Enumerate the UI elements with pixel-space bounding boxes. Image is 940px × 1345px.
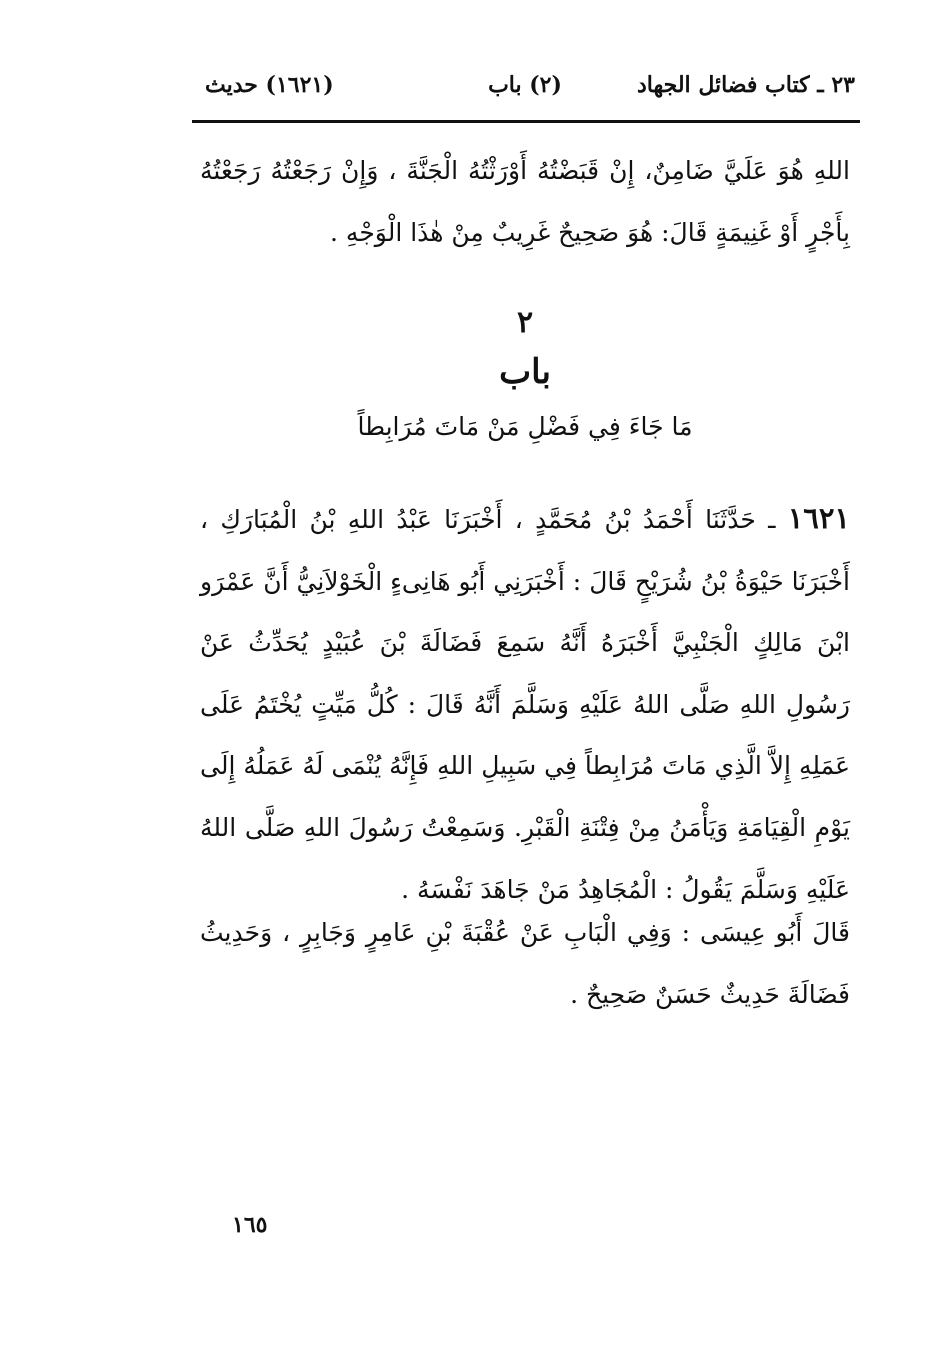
- continuation-paragraph: [200, 140, 850, 263]
- header-rule: [192, 120, 860, 123]
- running-header: [195, 72, 855, 112]
- hadith-number: ١٦٢١: [787, 501, 850, 535]
- header-hadith-ref: (١٦٢١) حديث: [205, 72, 334, 98]
- chapter-word: باب: [499, 352, 551, 392]
- header-section: (٢) باب: [488, 72, 562, 98]
- hadith-text: ـ حَدَّثَنَا أَحْمَدُ بْنُ مُحَمَّدٍ ، أَخْبَرَنَا عَبْدُ اللهِ بْنُ الْمُبَارَكِ ، أَخْبَرَنَا حَيْوَةُ بْنُ شُرَيْحٍ قَالَ : أَخْبَرَنِي أَبُو هَانِىءٍ الْخَوْلاَنِيُّ أَنَّ عَمْرَو ابْنَ مَالِكٍ الْجَنْبِيَّ أَخْبَرَهُ أَنَّهُ سَمِعَ فَضَالَةَ بْنَ عُبَيْدٍ يُحَدِّثُ عَنْ رَسُولِ اللهِ صَلَّى اللهُ عَلَيْهِ وَسَلَّمَ أَنَّهُ قَالَ : كُلُّ مَيِّتٍ يُخْتَمُ عَلَى عَمَلِهِ إِلاَّ الَّذِي مَاتَ مُرَابِطاً فِي سَبِيلِ اللهِ فَإِنَّهُ يُنْمَى لَهُ عَمَلُهُ إِلَى يَوْمِ الْقِيَامَةِ وَيَأْمَنُ مِنْ فِتْنَةِ الْقَبْرِ. وَسَمِعْتُ رَسُولَ اللهِ صَلَّى اللهُ عَلَيْهِ وَسَلَّمَ يَقُولُ : الْمُجَاهِدُ مَنْ جَاهَدَ نَفْسَهُ .: [200, 505, 850, 904]
- commentary-paragraph: [200, 902, 850, 1026]
- commentary-text: قَالَ أَبُو عِيسَى : وَفِي الْبَابِ عَنْ عُقْبَةَ بْنِ عَامِرٍ وَجَابِرٍ ، وَحَدِيثُ فَضَالَةَ حَدِيثٌ حَسَنٌ صَحِيحٌ .: [200, 918, 850, 1009]
- chapter-number: ٢: [516, 305, 534, 340]
- header-book-title: ٢٣ ـ كتاب فضائل الجهاد: [637, 72, 855, 98]
- hadith-paragraph: [200, 488, 850, 920]
- page-number: ١٦٥: [232, 1212, 268, 1238]
- chapter-title: مَا جَاءَ فِي فَضْلِ مَنْ مَاتَ مُرَابِطاً: [357, 412, 693, 441]
- continuation-text: اللهِ هُوَ عَلَيَّ ضَامِنٌ، إِنْ قَبَضْتُهُ أَوْرَثْتُهُ الْجَنَّةَ ، وَإِنْ رَجَعْتُهُ رَجَعْتُهُ بِأَجْرٍ أَوْ غَنِيمَةٍ قَالَ: هُوَ صَحِيحٌ غَرِيبٌ مِنْ هٰذَا الْوَجْهِ .: [200, 156, 850, 247]
